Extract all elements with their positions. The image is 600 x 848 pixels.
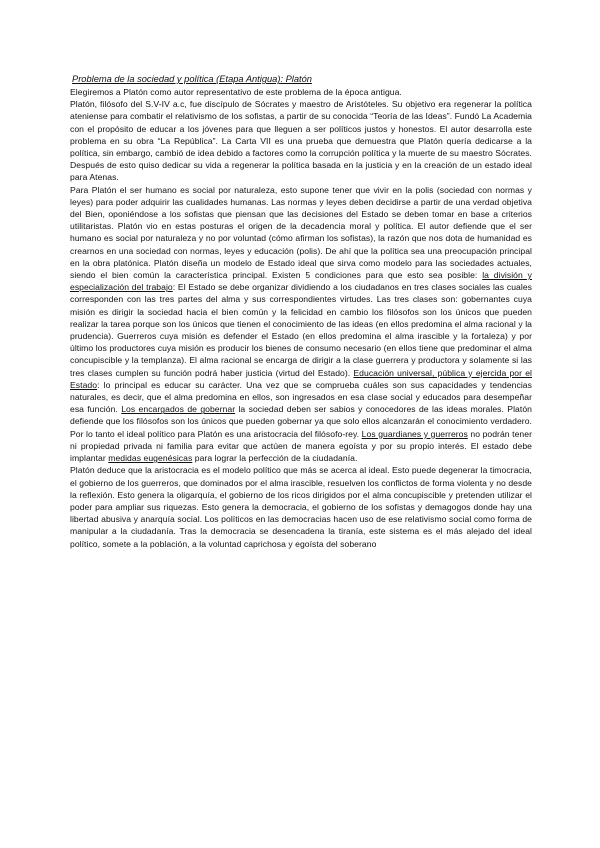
paragraph-ideal-state: [70, 184, 532, 465]
text-segment: : El Estado se debe organizar dividiendo a los ciudadanos en tres clases sociales las cuales corresponden con las tres partes del alma y sus correspondientes virtudes. Las tres clases son: gobernantes cuya misión es dirigir la sociedad hacia el bien común y la felicidad en cambio los filósofos son los únicos que pueden realizar la tarea porque son los únicos que tienen el conocimiento de las ideas (en ellos predomina el alma racional y la prudencia). Guerreros cuya misión es defender el Estado (en ellos predomina el alma irascible y la fortaleza) y por último los productores cuya misión es producir los bienes de consumo necesario (en ellos tiene que predominar el alma concupiscible y la templanza). El alma racional se encarga de dirigir a la clase guerrera y productora y solamente si las tres clases cumplen su función podrá haber justicia (virtud del Estado).: [70, 282, 532, 378]
text-segment: no podrán tener ni propiedad privada ni familia para evitar que actúen de manera egoísta y por su propio interés. El estado debe implantar: [70, 428, 532, 464]
text-segment: Para Platón el ser humano es social por naturaleza, esto supone tener que vivir en la polis (sociedad con normas y leyes) para poder adquirir las cualidades humanas. Las normas y leyes deben decidirse a partir de una verdad objetiva del Bien, oponiéndose a los sofistas que piensan que las decisiones del Estado se deben tomar en base a criterios utilitaristas. Platón vio en estas posturas el origen de la decadencia moral y política. El autor defiende que el ser humano es social por naturaleza y no por voluntad (cómo afirman los sofistas), la razón que nos dota de humanidad es crearnos en una sociedad con normas, leyes y educación (polis). De ahí que la política sea una preocupación principal en la obra platónica. Platón diseña un modelo de Estado ideal que sirva como modelo para las sociedades actuales, siendo el bien común la característica principal. Existen 5 condiciones para que esto sea posible:: [70, 184, 532, 281]
condition-eugenesia: medidas eugenésicas: [108, 453, 193, 464]
condition-gobernantes: Los encargados de gobernar: [121, 404, 236, 415]
text-segment: para lograr la perfección de la ciudadanía.: [192, 453, 358, 464]
condition-guardianes: Los guardianes y guerreros: [361, 428, 468, 439]
text-segment: la sociedad deben ser sabios y conocedores de las ideas morales. Platón defiende que los filósofos son los únicos que pueden gobernar ya que solo ellos alcanzarán el conocimiento verdadero. Por lo tanto el ideal político para Platón es una aristocracia del filósofo-rey.: [70, 404, 532, 439]
paragraph-intro: Elegiremos a Platón como autor representativo de este problema de la época antigua.: [70, 87, 402, 97]
condition-educacion: Educación universal, pública y ejercida por el Estado: [70, 367, 532, 390]
document-title: Problema de la sociedad y política (Etapa Antigua): Platón: [72, 74, 312, 84]
paragraph-degeneration: Platón deduce que la aristocracia es el modelo político que más se acerca al ideal. Esto puede degenerar la timocracia, el gobierno de los guerreros, que dominados por el alma irascible, resuelven los conflictos de forma violenta y no desde la reflexión. Esto genera la oligarquía, el gobierno de los ricos dirigidos por el alma concupiscible y pretenden utilizar el poder para ampliar sus riquezas. Esto genera la democracia, el gobierno de los sofistas y demagogos donde hay una libertad abusiva y anarquía social. Los políticos en las democracias hacen uso de ese relativismo social como forma de manipular a la ciudadanía. Tras la democracia se desencadena la tiranía, este sistema es el más alejado del ideal político, somete a la población, a la voluntad caprichosa y egoísta del soberano: [70, 465, 532, 549]
text-segment: : lo principal es educar su carácter. Una vez que se comprueba cuáles son sus capacidades y tendencias naturales, es decir, que el alma predomina en ellos, son ingresados en esa clase social y educados para desempeñar esa función.: [70, 379, 532, 415]
paragraph-biography: Platón, filósofo del S.V-IV a.c, fue discípulo de Sócrates y maestro de Aristóteles. Su objetivo era regenerar la política ateniense para combatir el relativismo de los sofistas, a partir de su conocida “Teoría de las Ideas”. Fundó La Academia con el propósito de educar a los jóvenes para que lleguen a ser políticos justos y honestos. El autor desarrolla este problema en su obra “La República”. La Carta VII es una prueba que demuestra que Platón quería dedicarse a la política, sin embargo, cambió de idea debido a factores como la corrupción política y la muerte de su maestro Sócrates. Después de esto quiso dedicar su vida a regenerar la política basada en la justicia y en la creación de un estado ideal para Atenas.: [70, 99, 532, 183]
condition-division-trabajo: la división y especialización del trabajo: [70, 270, 533, 293]
